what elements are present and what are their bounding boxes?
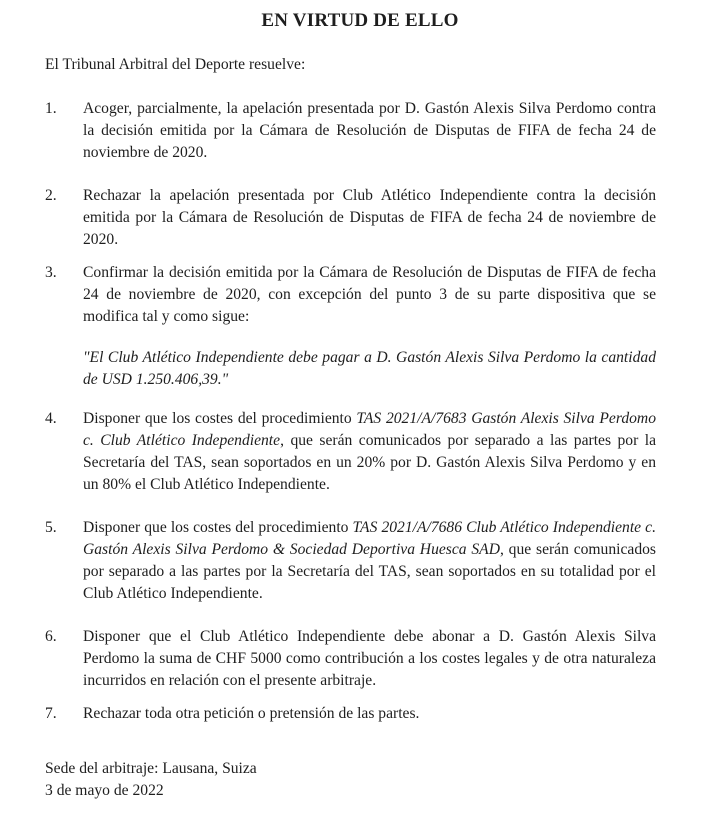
item-number: 3. <box>45 264 57 281</box>
case-reference: TAS 2021/A/7686 Club Atlético Independiente c. Gastón Alexis Silva Perdomo & Sociedad Deportiva Huesca SAD <box>83 519 656 558</box>
resolution-item-2 <box>45 185 656 251</box>
resolution-item-6 <box>45 626 656 692</box>
item-text: Acoger, parcialmente, la apelación presentada por D. Gastón Alexis Silva Perdomo contra la decisión emitida por la Cámara de Resolución de Disputas de FIFA de fecha 24 de noviembre de 2020. <box>83 100 656 161</box>
resolution-item-5 <box>45 517 656 605</box>
item-number: 2. <box>45 187 57 204</box>
item-text <box>83 517 656 605</box>
item-text-after: , que serán comunicados por separado a las partes por la Secretaría del TAS, sean soportados en un 20% por D. Gastón Alexis Silva Perdomo y en un 80% el Club Atlético Independiente. <box>83 432 656 493</box>
item-text: Rechazar la apelación presentada por Club Atlético Independiente contra la decisión emitida por la Cámara de Resolución de Disputas de FIFA de fecha 24 de noviembre de 2020. <box>83 187 656 248</box>
resolution-item-7 <box>45 703 656 725</box>
arbitration-seat: Sede del arbitraje: Lausana, Suiza <box>45 760 257 777</box>
item-number: 1. <box>45 100 57 117</box>
item-text-before: Disponer que los costes del procedimiento <box>83 519 353 536</box>
quoted-amendment: "El Club Atlético Independiente debe pagar a D. Gastón Alexis Silva Perdomo la cantidad de USD 1.250.406,39." <box>83 349 656 388</box>
item-text: Disponer que el Club Atlético Independiente debe abonar a D. Gastón Alexis Silva Perdomo la suma de CHF 5000 como contribución a los costes legales y de otra naturaleza incurridos en relación con el presente arbitraje. <box>83 628 656 689</box>
item-text-after: , que serán comunicados por separado a las partes por la Secretaría del TAS, sean soportados en su totalidad por el Club Atlético Independiente. <box>83 541 656 602</box>
item-number: 7. <box>45 705 57 722</box>
resolution-item-4 <box>45 408 656 496</box>
item-number: 6. <box>45 628 57 645</box>
case-reference: TAS 2021/A/7683 Gastón Alexis Silva Perdomo c. Club Atlético Independiente <box>83 410 656 449</box>
item-number: 5. <box>45 519 57 536</box>
item-number: 4. <box>45 410 57 427</box>
item-text: Rechazar toda otra petición o pretensión de las partes. <box>83 705 420 722</box>
document-title: EN VIRTUD DE ELLO <box>261 10 459 31</box>
document-date: 3 de mayo de 2022 <box>45 782 164 799</box>
resolution-item-3 <box>45 262 656 328</box>
item-text: Confirmar la decisión emitida por la Cámara de Resolución de Disputas de FIFA de fecha 24 de noviembre de 2020, con excepción del punto 3 de su parte dispositiva que se modifica tal y como sigue: <box>83 264 656 325</box>
item-text-before: Disponer que los costes del procedimiento <box>83 410 357 427</box>
resolution-item-1 <box>45 98 656 164</box>
intro-paragraph: El Tribunal Arbitral del Deporte resuelve: <box>45 56 306 73</box>
document-footer <box>45 758 257 802</box>
item-text <box>83 408 656 496</box>
